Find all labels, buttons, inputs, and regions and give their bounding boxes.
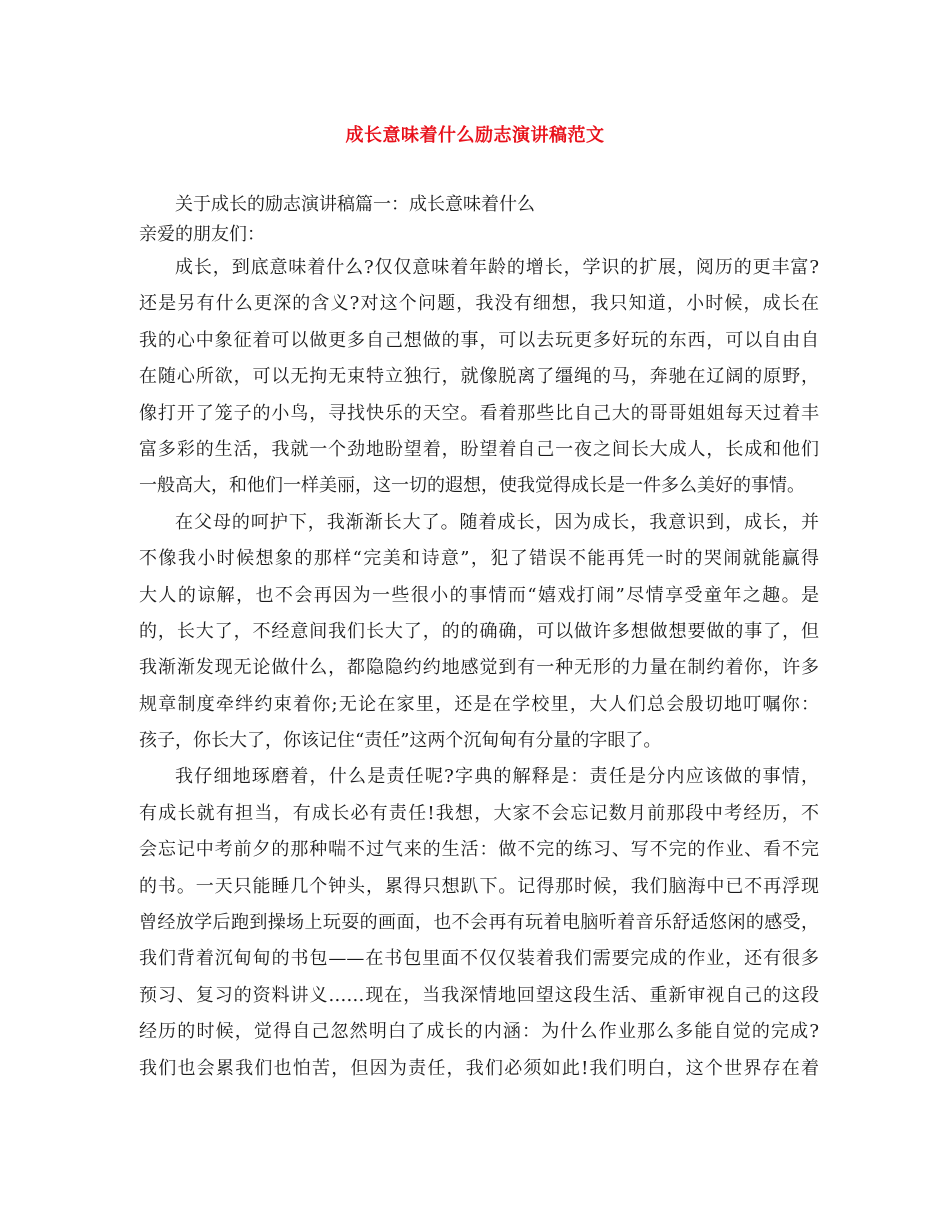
paragraph-3 bbox=[139, 759, 819, 1087]
page-title: 成长意味着什么励志演讲稿范文 bbox=[345, 125, 605, 146]
text-line: 我的心中象征着可以做更多自己想做的事，可以去玩更多好玩的东西，可以自由自 bbox=[139, 329, 819, 351]
text-line: 在随心所欲，可以无拘无束特立独行，就像脱离了缰绳的马，奔驰在辽阔的原野， bbox=[139, 366, 819, 388]
text-line: 像打开了笼子的小鸟，寻找快乐的天空。看着那些比自己大的哥哥姐姐每天过着丰 bbox=[139, 402, 819, 424]
paragraph-1 bbox=[139, 250, 819, 505]
text-line: 孩子，你长大了，你该记住“责任”这两个沉甸甸有分量的字眼了。 bbox=[139, 730, 662, 752]
subheading: 关于成长的励志演讲稿篇一：成长意味着什么 bbox=[175, 194, 535, 215]
text-line: 有成长就有担当，有成长必有责任!我想，大家不会忘记数月前那段中考经历，不 bbox=[139, 802, 819, 824]
text-line: 曾经放学后跑到操场上玩耍的画面，也不会再有玩着电脑听着音乐舒适悠闲的感受， bbox=[139, 912, 819, 934]
text-line: 我渐渐发现无论做什么，都隐隐约约地感觉到有一种无形的力量在制约着你，许多 bbox=[139, 657, 819, 679]
text-line: 经历的时候，觉得自己忽然明白了成长的内涵：为什么作业那么多能自觉的完成? bbox=[139, 1021, 819, 1043]
text-line: 还是另有什么更深的含义?对这个问题，我没有细想，我只知道，小时候，成长在 bbox=[139, 293, 819, 315]
salutation: 亲爱的朋友们： bbox=[139, 224, 265, 245]
text-line: 大人的谅解，也不会再因为一些很小的事情而“嬉戏打闹”尽情享受童年之趣。是 bbox=[139, 584, 819, 606]
text-line: 成长，到底意味着什么?仅仅意味着年龄的增长，学识的扩展，阅历的更丰富? bbox=[175, 257, 819, 278]
text-line: 我们背着沉甸甸的书包——在书包里面不仅仅装着我们需要完成的作业，还有很多 bbox=[139, 948, 819, 970]
text-line: 一般高大，和他们一样美丽，这一切的遐想，使我觉得成长是一件多么美好的事情。 bbox=[139, 475, 805, 497]
text-line: 的书。一天只能睡几个钟头，累得只想趴下。记得那时候，我们脑海中已不再浮现 bbox=[139, 875, 819, 897]
text-line: 预习、复习的资料讲义……现在，当我深情地回望这段生活、重新审视自己的这段 bbox=[139, 984, 819, 1006]
text-line: 规章制度牵绊约束着你;无论在家里，还是在学校里，大人们总会殷切地叮嘱你： bbox=[139, 693, 819, 715]
text-line: 的，长大了，不经意间我们长大了，的的确确，可以做许多想做想要做的事了，但 bbox=[139, 620, 819, 642]
text-line: 在父母的呵护下，我渐渐长大了。随着成长，因为成长，我意识到，成长，并 bbox=[175, 511, 819, 533]
text-line: 不像我小时候想象的那样“完美和诗意”，犯了错误不能再凭一时的哭闹就能赢得 bbox=[139, 548, 819, 570]
document-body bbox=[139, 190, 819, 1087]
text-line: 会忘记中考前夕的那种喘不过气来的生活：做不完的练习、写不完的作业、看不完 bbox=[139, 839, 819, 861]
paragraph-2 bbox=[139, 505, 819, 760]
text-line: 富多彩的生活，我就一个劲地盼望着，盼望着自己一夜之间长大成人，长成和他们 bbox=[139, 438, 819, 460]
text-line: 我们也会累我们也怕苦，但因为责任，我们必须如此!我们明白，这个世界存在着 bbox=[139, 1057, 819, 1079]
text-line: 我仔细地琢磨着，什么是责任呢?字典的解释是：责任是分内应该做的事情， bbox=[175, 766, 819, 788]
